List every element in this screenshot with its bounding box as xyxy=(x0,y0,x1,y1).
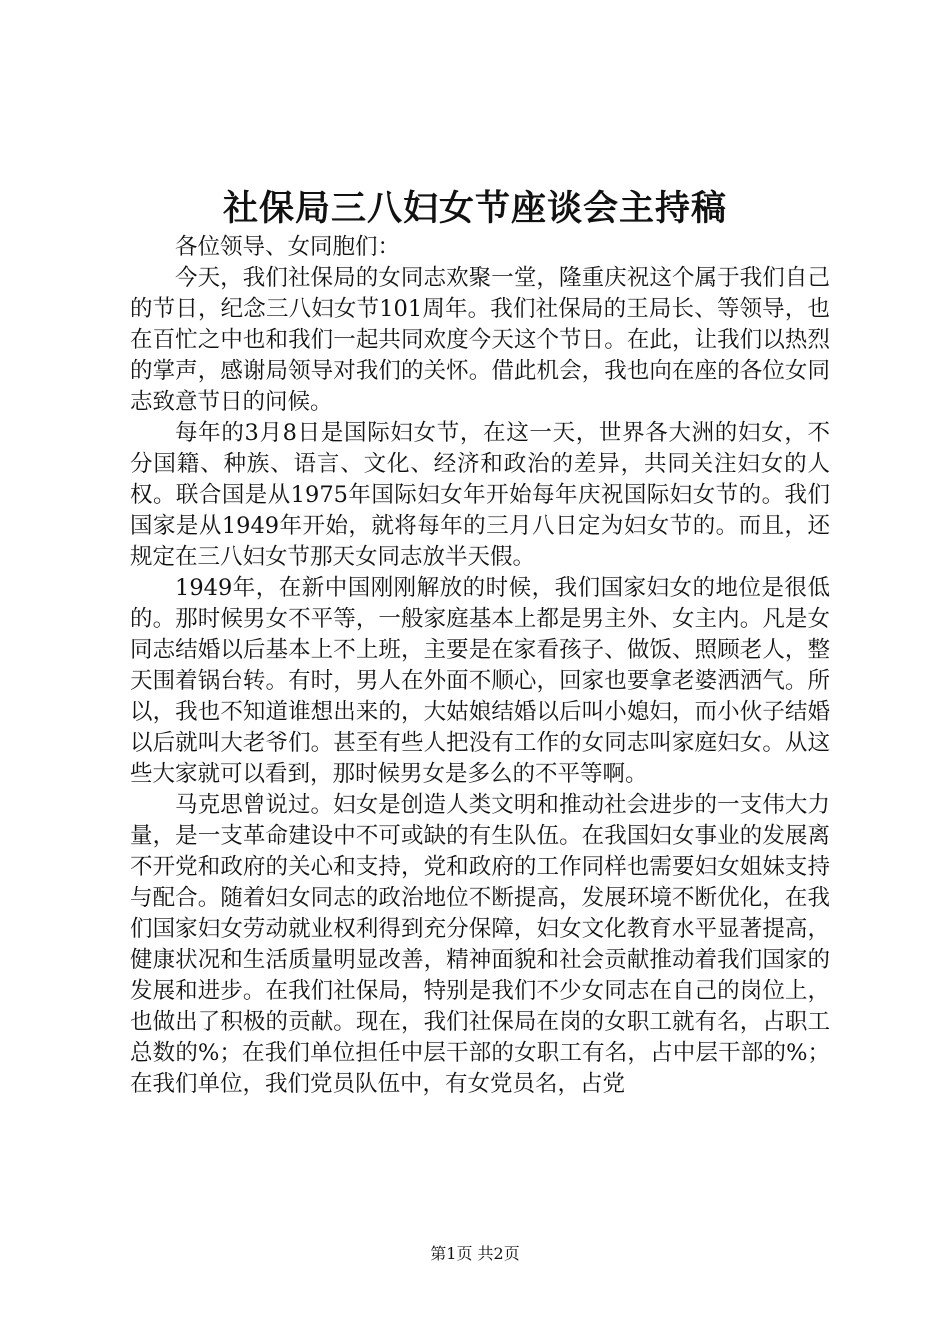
paragraph-2: 每年的3月8日是国际妇女节，在这一天，世界各大洲的妇女，不分国籍、种族、语言、文化、经济和政治的差异，共同关注妇女的人权。联合国是从1975年国际妇女年开始每年庆祝国际妇女节的。我们国家是从1949年开始，就将每年的三月八日定为妇女节的。而且，还规定在三八妇女节那天女同志放半天假。 xyxy=(130,420,830,570)
paragraph-1: 今天，我们社保局的女同志欢聚一堂，隆重庆祝这个属于我们自己的节日，纪念三八妇女节101周年。我们社保局的王局长、等领导，也在百忙之中也和我们一起共同欢度今天这个节日。在此，让我们以热烈的掌声，感谢局领导对我们的关怀。借此机会，我也向在座的各位女同志致意节日的问候。 xyxy=(130,265,830,415)
paragraph-3: 1949年，在新中国刚刚解放的时候，我们国家妇女的地位是很低的。那时候男女不平等，一般家庭基本上都是男主外、女主内。凡是女同志结婚以后基本上不上班，主要是在家看孩子、做饭、照顾老人，整天围着锅台转。有时，男人在外面不顺心，回家也要拿老婆洒洒气。所以，我也不知道谁想出来的，大姑娘结婚以后叫小媳妇，而小伙子结婚以后就叫大老爷们。甚至有些人把没有工作的女同志叫家庭妇女。从这些大家就可以看到，那时候男女是多么的不平等啊。 xyxy=(130,575,830,787)
document-title: 社保局三八妇女节座谈会主持稿 xyxy=(222,188,727,229)
document-body xyxy=(130,232,830,1100)
salutation: 各位领导、女同胞们： xyxy=(175,234,401,260)
page-number-footer: 第1页 共2页 xyxy=(430,1244,520,1263)
paragraph-4: 马克思曾说过。妇女是创造人类文明和推动社会进步的一支伟大力量，是一支革命建设中不可或缺的有生队伍。在我国妇女事业的发展离不开党和政府的关心和支持，党和政府的工作同样也需要妇女姐妹支持与配合。随着妇女同志的政治地位不断提高，发展环境不断优化，在我们国家妇女劳动就业权利得到充分保障，妇女文化教育水平显著提高，健康状况和生活质量明显改善，精神面貌和社会贡献推动着我们国家的发展和进步。在我们社保局，特别是我们不少女同志在自己的岗位上，也做出了积极的贡献。现在，我们社保局在岗的女职工就有名，占职工总数的%；在我们单位担任中层干部的女职工有名，占中层干部的%；在我们单位，我们党员队伍中，有女党员名，占党 xyxy=(130,792,830,1097)
